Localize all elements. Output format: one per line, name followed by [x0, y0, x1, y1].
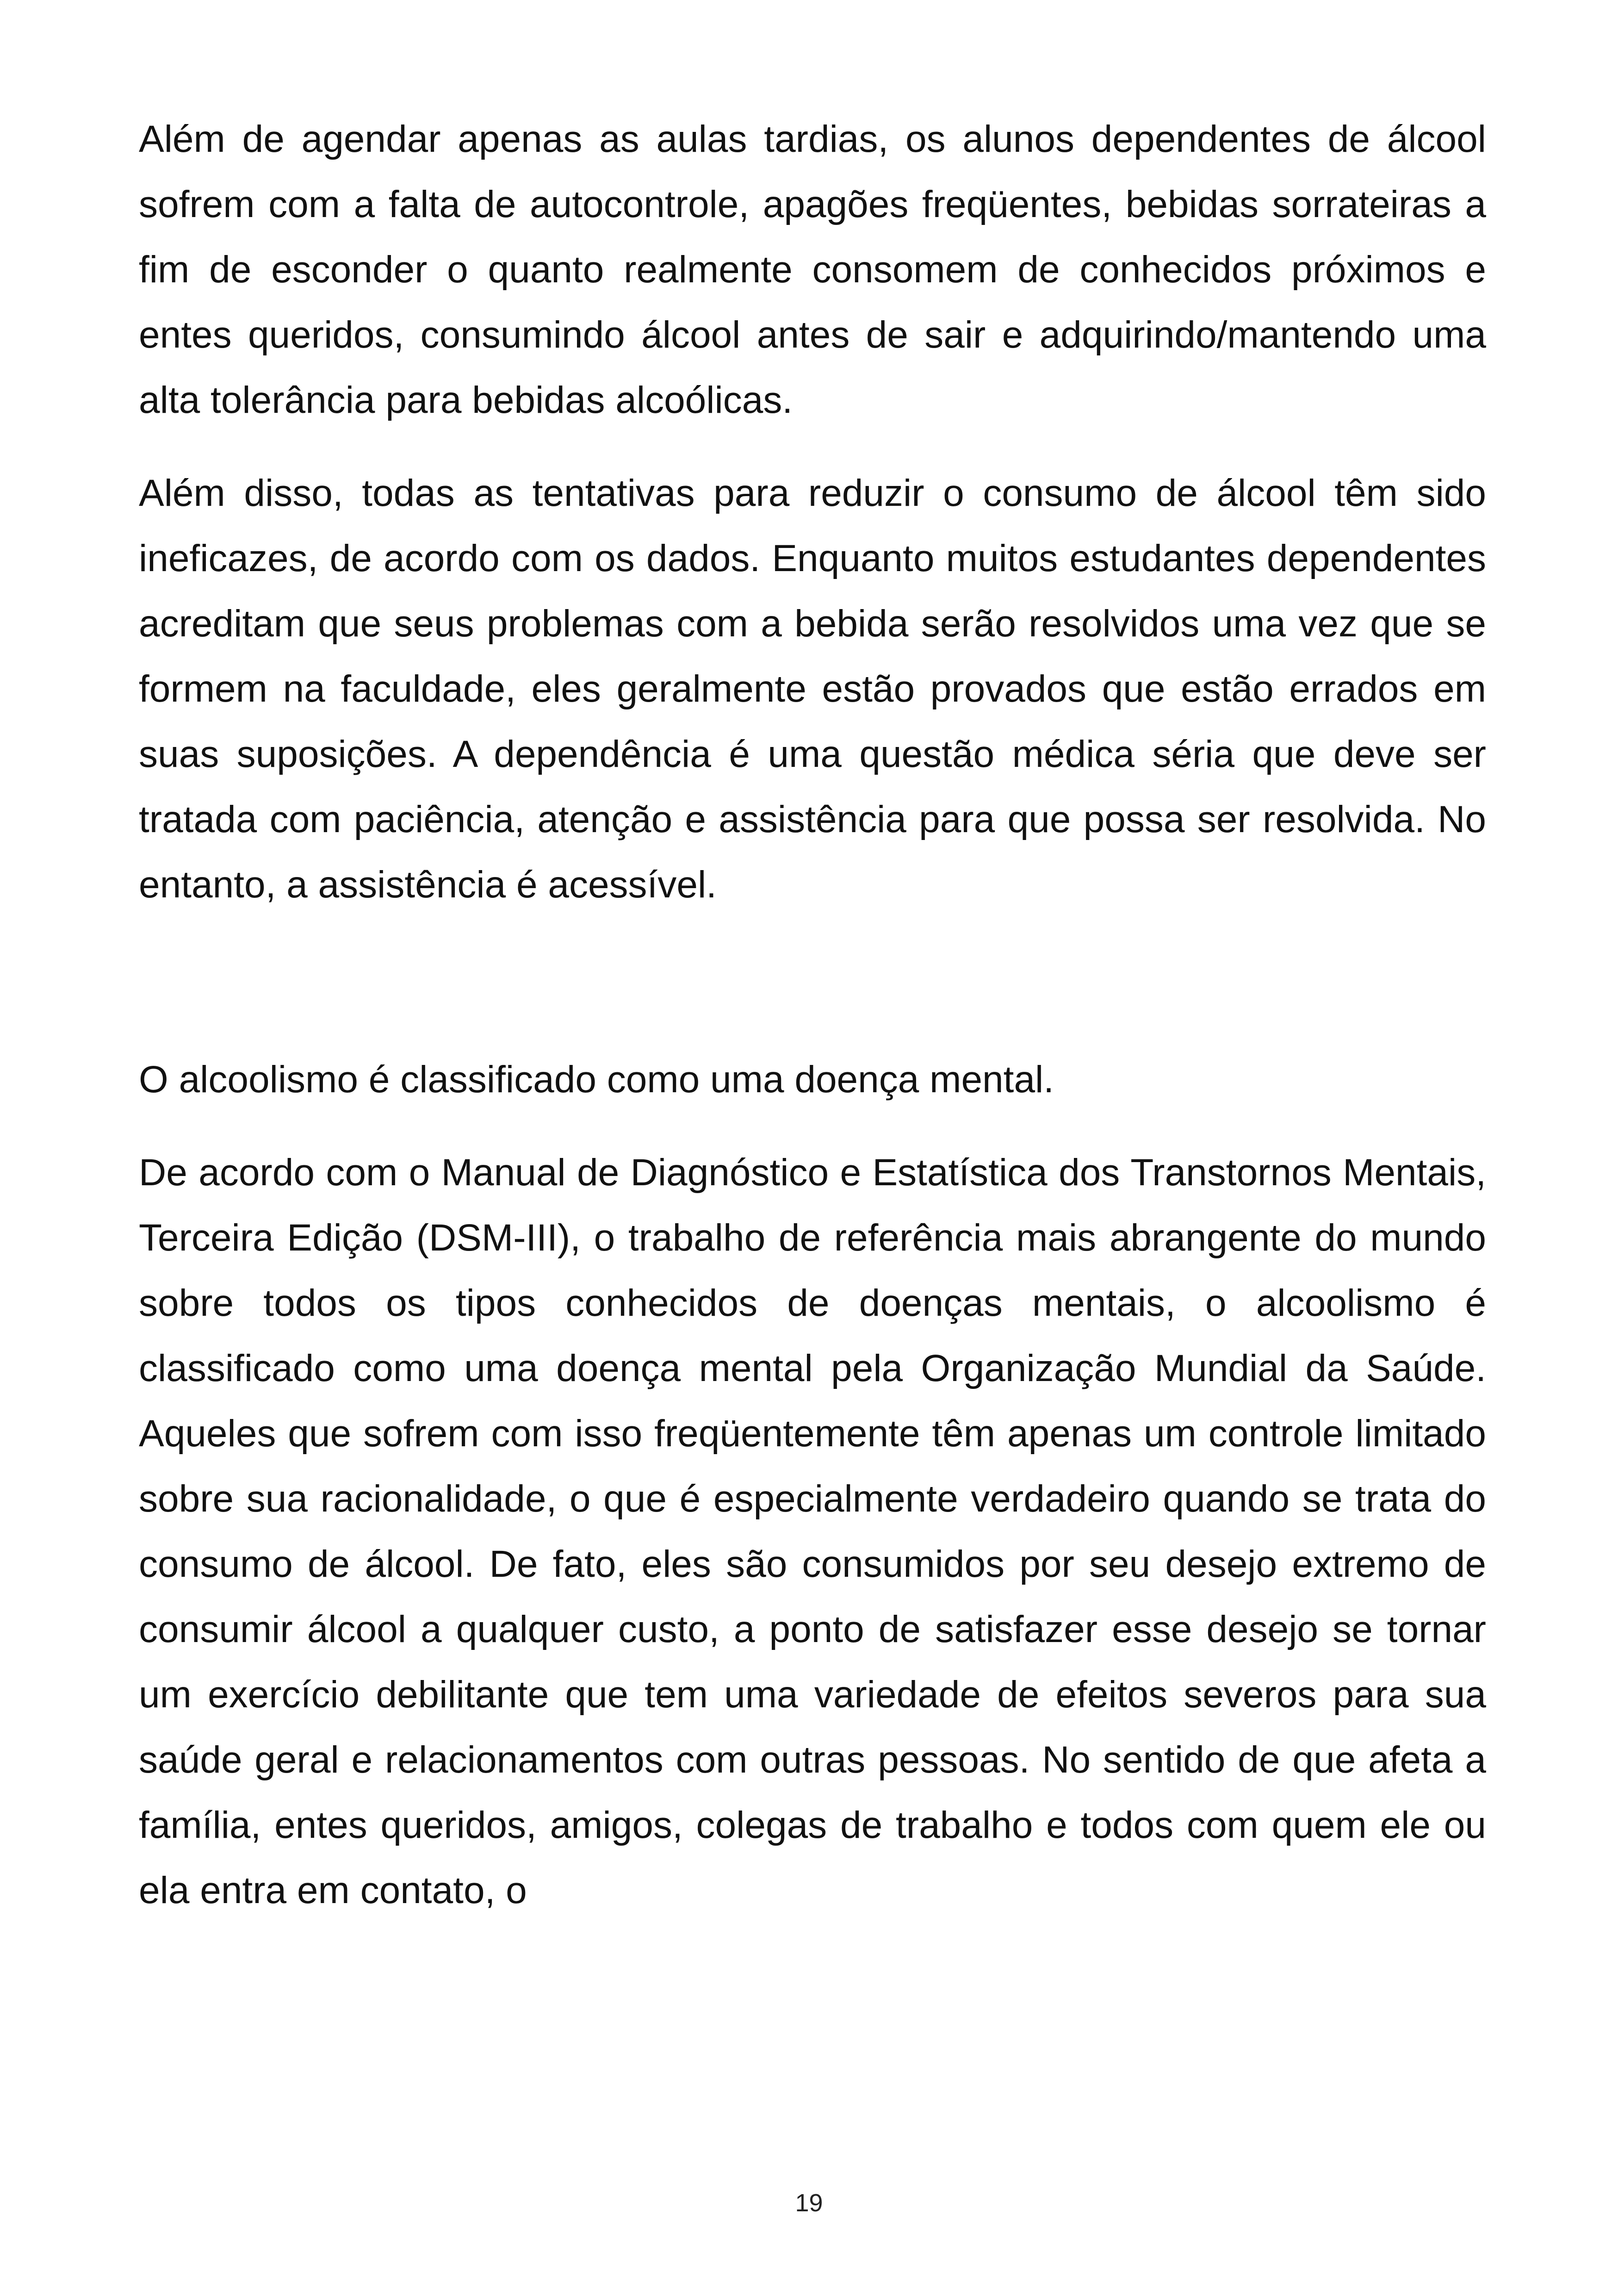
paragraph-2: Além disso, todas as tentativas para reduzir o consumo de álcool têm sido ineficazes, de acordo com os dados. Enquanto muitos estudantes dependentes acreditam que seus problemas com a bebida serão resolvidos uma vez que se formem na faculdade, eles geralmente estão provados que estão errados em suas suposições. A dependência é uma questão médica séria que deve ser tratada com paciência, atenção e assistência para que possa ser resolvida. No entanto, a assistência é acessível.	[139, 472, 1486, 906]
paragraph-3: O alcoolismo é classificado como uma doença mental.	[139, 1058, 1054, 1101]
body-text	[139, 106, 1486, 1951]
paragraph-4: De acordo com o Manual de Diagnóstico e Estatística dos Transtornos Mentais, Terceira Edição (DSM-III), o trabalho de referência mais abrangente do mundo sobre todos os tipos conhecidos de doenças mentais, o alcoolismo é classificado como uma doença mental pela Organização Mundial da Saúde. Aqueles que sofrem com isso freqüentemente têm apenas um controle limitado sobre sua racionalidade, o que é especialmente verdadeiro quando se trata do consumo de álcool. De fato, eles são consumidos por seu desejo extremo de consumir álcool a qualquer custo, a ponto de satisfazer esse desejo se tornar um exercício debilitante que tem uma variedade de efeitos severos para sua saúde geral e relacionamentos com outras pessoas. No sentido de que afeta a família, entes queridos, amigos, colegas de trabalho e todos com quem ele ou ela entra em contato, o	[139, 1151, 1486, 1911]
section-gap	[139, 945, 1486, 1047]
paragraph-1: Além de agendar apenas as aulas tardias, os alunos dependentes de álcool sofrem com a falta de autocontrole, apagões freqüentes, bebidas sorrateiras a fim de esconder o quanto realmente consomem de conhecidos próximos e entes queridos, consumindo álcool antes de sair e adquirindo/mantendo uma alta tolerância para bebidas alcoólicas.	[139, 118, 1486, 421]
page-number: 19	[795, 2189, 823, 2217]
